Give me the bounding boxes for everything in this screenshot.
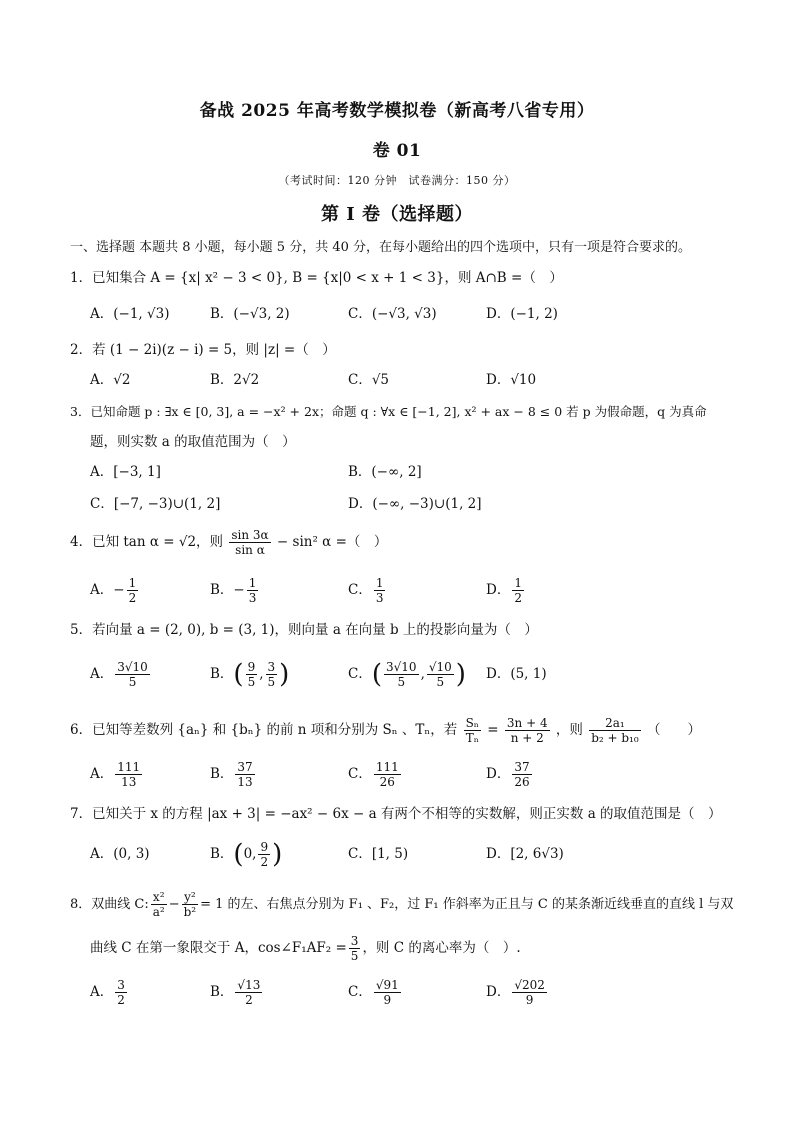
- question-6-option-a: [90, 760, 144, 789]
- question-6-option-d: [486, 760, 534, 789]
- question-1-stem: 1．已知集合 A = {x| x² − 3 < 0}, B = {x|0 < x + 1 < 3}，则 A∩B =（ ）: [70, 270, 563, 286]
- option-den: 9: [525, 993, 534, 1007]
- question-1-option-c: C．(−√3, √3): [348, 306, 437, 322]
- equals-sign: =: [487, 722, 499, 738]
- option-label: B．: [210, 984, 234, 1000]
- option-num: 3√10: [117, 660, 148, 674]
- part-title: 第 I 卷（选择题）: [321, 204, 473, 225]
- option-num: √13: [237, 978, 261, 992]
- question-6-stem-post: （ ）: [646, 722, 701, 738]
- question-3-option-c: C．[−7, −3)∪(1, 2]: [90, 496, 221, 512]
- option-num: 3: [117, 978, 125, 992]
- option-den: 2: [117, 993, 125, 1007]
- option-num: 3√10: [386, 660, 417, 674]
- fraction-den: a²: [152, 905, 165, 919]
- option-label: A．: [90, 582, 114, 598]
- option-den: 13: [121, 775, 137, 789]
- option-label: A．: [90, 766, 114, 782]
- option-den: 5: [436, 675, 445, 689]
- minus-sign: −: [168, 897, 180, 912]
- option-label: B．: [210, 846, 234, 862]
- question-4-stem-post: − sin² α =（ ）: [276, 534, 388, 550]
- option-den: 3: [375, 591, 384, 605]
- question-1-option-b: B．(−√3, 2): [210, 306, 290, 322]
- fraction-den: n + 2: [510, 731, 544, 745]
- option-den: 3: [248, 591, 257, 605]
- question-4-fraction-den: sin α: [235, 543, 265, 557]
- option-den: 26: [379, 775, 395, 789]
- option-label: D．: [486, 766, 511, 782]
- option-den: 5: [128, 675, 137, 689]
- question-4-stem: [70, 528, 730, 557]
- option-den: 5: [397, 675, 406, 689]
- question-7-option-b: B．(0, $\frac{9}{2}$ ): [210, 839, 283, 870]
- question-5-option-b: B．( $\frac{9}{5}$ , $\frac{3}{5}$ ): [210, 659, 290, 690]
- question-6-stem: [70, 716, 730, 745]
- option-num: 37: [514, 760, 530, 774]
- volume-label: 卷 01: [372, 141, 422, 161]
- question-4-option-b: [210, 576, 260, 605]
- question-2-option-b: B．2√2: [210, 372, 260, 388]
- option-label: A．: [90, 984, 114, 1000]
- question-7-option-c: C．[1, 5): [348, 846, 409, 862]
- question-8-stem-mid: = 1 的左、右焦点分别为 F₁ 、F₂，过 F₁ 作斜率为正且与 C 的某条渐近线垂直的直线 l 与双: [200, 897, 734, 912]
- fraction-num: Sₙ: [465, 716, 479, 730]
- option-label: D．: [486, 666, 511, 682]
- option-label: C．: [348, 666, 372, 682]
- question-3-option-d: D．(−∞, −3)∪(1, 2]: [348, 496, 482, 512]
- option-den: 2: [514, 591, 522, 605]
- question-5-option-d: [486, 664, 547, 684]
- option-value: (5, 1): [510, 666, 547, 682]
- exam-info: （考试时间：120 分钟 试卷满分：150 分）: [278, 174, 516, 187]
- option-num: 37: [237, 760, 253, 774]
- fraction-den: b²: [183, 905, 197, 919]
- option-label: B．: [210, 666, 234, 682]
- question-3-option-b: B．(−∞, 2]: [348, 464, 422, 480]
- fraction-den: 5: [350, 949, 359, 963]
- question-2-option-a: A．√2: [90, 372, 131, 388]
- question-6-option-b: [210, 760, 257, 789]
- fraction-num: 3: [350, 934, 359, 948]
- question-2-option-d: D．√10: [486, 372, 537, 388]
- option-label: C．: [348, 766, 372, 782]
- option-label: A．: [90, 666, 114, 682]
- option-label: C．: [348, 984, 372, 1000]
- option-num: 9: [260, 840, 269, 854]
- option-num: √202: [514, 978, 545, 992]
- option-num: 111: [117, 760, 141, 774]
- question-3-stem-line-1: 3．已知命题 p : ∃x ∈ [0, 3], a = −x² + 2x；命题 q : ∀x ∈ [−1, 2], x² + ax − 8 ≤ 0 若 p 为假命题，q 为真命: [70, 404, 707, 419]
- option-num: 1: [375, 576, 384, 590]
- option-label: C．: [348, 582, 372, 598]
- question-5-option-a: [90, 660, 152, 689]
- option-num: 1: [128, 576, 137, 590]
- option-sign: −: [233, 582, 245, 598]
- question-3-stem-line-2: 题，则实数 a 的取值范围为（ ）: [90, 434, 296, 450]
- question-6-stem-mid: ，则: [555, 722, 583, 738]
- question-8-stem-line2-post: ，则 C 的离心率为（ ）.: [362, 940, 521, 956]
- question-4-fraction: [229, 528, 270, 557]
- option-sign: −: [113, 582, 125, 598]
- option-label: D．: [486, 582, 511, 598]
- question-7-option-d: D．[2, 6√3): [486, 846, 564, 862]
- question-3-option-a: A．[−3, 1]: [90, 464, 161, 480]
- fraction-den: Tₙ: [465, 731, 479, 745]
- option-den: 13: [237, 775, 253, 789]
- question-8-stem-line2-pre: 曲线 C 在第一象限交于 A，cos∠F₁AF₂ =: [90, 940, 347, 956]
- option-num: 3: [267, 660, 276, 674]
- question-4-stem-pre: 4．已知 tan α = √2，则: [70, 534, 224, 550]
- option-den: 26: [514, 775, 530, 789]
- option-den: 2: [260, 855, 269, 869]
- option-den: 5: [247, 675, 256, 689]
- question-8-option-b: [210, 978, 264, 1007]
- section-intro: 一、选择题 本题共 8 小题，每小题 5 分，共 40 分，在每小题给出的四个选项中，只有一项是符合要求的。: [70, 240, 692, 255]
- question-4-fraction-num: sin 3α: [231, 528, 269, 542]
- option-label: B．: [210, 582, 234, 598]
- question-1-option-a: A．(−1, √3): [90, 306, 170, 322]
- question-2-option-c: C．√5: [348, 372, 390, 388]
- exam-title: 备战 2025 年高考数学模拟卷（新高考八省专用）: [199, 101, 595, 121]
- option-den: 5: [267, 675, 276, 689]
- option-num: 9: [247, 660, 256, 674]
- question-4-option-a: [90, 576, 140, 605]
- question-8-stem-line-1: [70, 890, 734, 919]
- question-8-stem-pre: 8．双曲线 C:: [70, 897, 149, 912]
- option-num: √91: [375, 978, 399, 992]
- option-num: √10: [428, 660, 452, 674]
- option-label: D．: [486, 984, 511, 1000]
- question-1-option-d: D．(−1, 2): [486, 306, 558, 322]
- question-8-option-c: [348, 978, 403, 1007]
- option-den: 2: [245, 993, 253, 1007]
- question-5-stem: 5．若向量 a = (2, 0), b = (3, 1)，则向量 a 在向量 b 上的投影向量为（ ）: [70, 622, 538, 638]
- fraction-den: b₂ + b₁₀: [591, 731, 639, 745]
- option-num: 1: [514, 576, 522, 590]
- question-2-stem: 2．若 (1 − 2i)(z − i) = 5，则 |z| =（ ）: [70, 342, 336, 358]
- question-7-option-a: A．(0, 3): [90, 846, 150, 862]
- question-4-option-c: [348, 576, 387, 605]
- question-6-option-c: [348, 760, 403, 789]
- option-den: 2: [128, 591, 137, 605]
- question-8-option-a: [90, 978, 129, 1007]
- option-num: 1: [248, 576, 257, 590]
- fraction-num: 3n + 4: [506, 716, 548, 730]
- fraction-num: x²: [151, 890, 167, 905]
- question-6-stem-pre: 6．已知等差数列 {aₙ} 和 {bₙ} 的前 n 项和分别为 Sₙ 、Tₙ，若: [70, 722, 458, 738]
- question-4-option-d: [486, 576, 526, 605]
- fraction-num: y²: [182, 890, 199, 905]
- option-den: 9: [383, 993, 392, 1007]
- question-8-stem-line-2: [90, 934, 750, 963]
- question-8-option-d: [486, 978, 549, 1007]
- fraction-num: 2a₁: [589, 716, 640, 731]
- option-label: B．: [210, 766, 234, 782]
- option-num: 111: [375, 760, 399, 774]
- question-5-option-c: C．( $\frac{3√10}{5}$ , $\frac{√10}{5}$ ): [348, 659, 466, 690]
- question-7-stem: 7．已知关于 x 的方程 |ax + 3| = −ax² − 6x − a 有两个不相等的实数解，则正实数 a 的取值范围是（ ）: [70, 806, 722, 822]
